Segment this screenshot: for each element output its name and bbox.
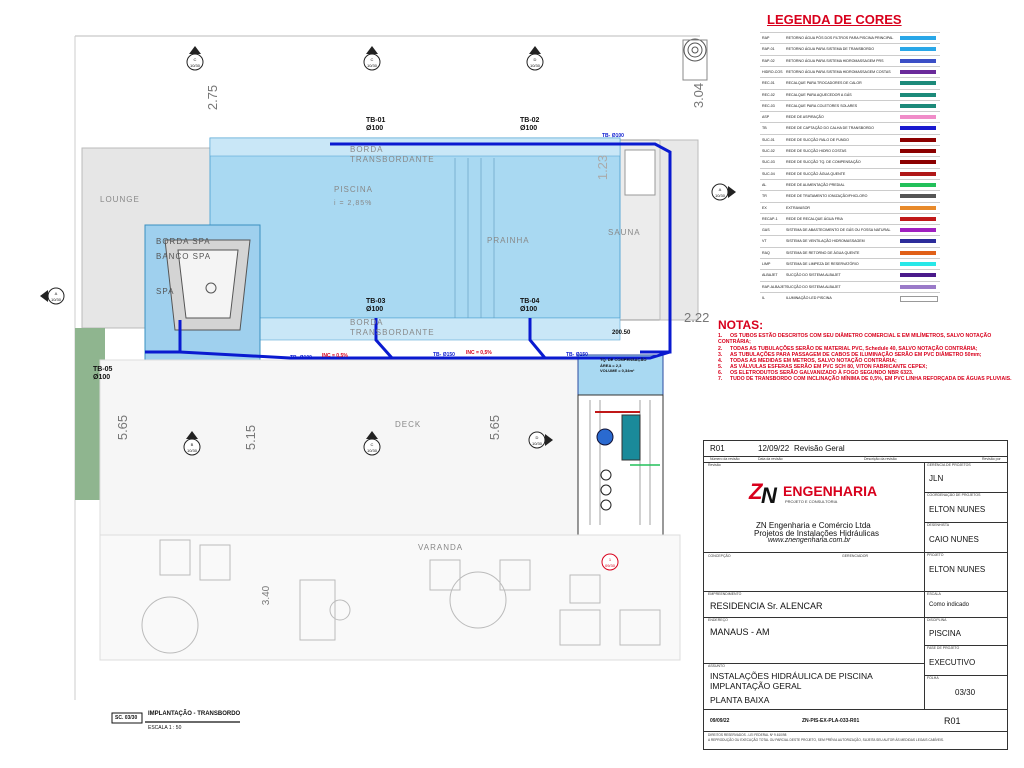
desenhista-label: DESENHISTA bbox=[927, 523, 950, 527]
logo-text: ENGENHARIA bbox=[783, 483, 878, 499]
pipe-tag-tb03-dia: Ø100 bbox=[366, 306, 384, 313]
pipe-length: 200.50 bbox=[612, 330, 631, 336]
legend-description: REDE DE ASPIRAÇÃO bbox=[786, 115, 824, 120]
fase-value: EXECUTIVO bbox=[929, 658, 976, 667]
legend-code: VT bbox=[762, 239, 767, 244]
escala-value: Como indicado bbox=[929, 602, 970, 608]
marker-sheet: 09/30 bbox=[604, 563, 615, 568]
empreendimento-value: RESIDENCIA Sr. ALENCAR bbox=[710, 601, 823, 611]
legend-code: SUC-02 bbox=[762, 149, 775, 153]
legend-code: REC-03 bbox=[762, 103, 775, 108]
marker-sheet: 10/30 bbox=[189, 63, 200, 68]
projeto-label: PROJETO bbox=[927, 553, 944, 557]
legend-row bbox=[760, 281, 940, 293]
arquivo-value: ZN-PIS-EX-PLA-033-R01 bbox=[802, 718, 860, 724]
legend-code: EX bbox=[762, 205, 767, 210]
legend-description: RECALQUE PARA AQUECEDOR A GÁS bbox=[786, 92, 852, 97]
dim-5-15: 5.15 bbox=[243, 424, 259, 451]
disciplina-label: DISCIPLINA bbox=[927, 618, 947, 622]
dim-5-65-right: 5.65 bbox=[487, 414, 503, 441]
rev-hdr-date: Data da revisão bbox=[758, 457, 783, 461]
legend-row bbox=[760, 247, 940, 259]
pipe-tag-tb02-dia: Ø100 bbox=[520, 125, 538, 132]
disciplina-value: PISCINA bbox=[929, 629, 962, 638]
dim-5-65-left: 5.65 bbox=[115, 414, 131, 441]
legend-row bbox=[760, 224, 940, 236]
legend-row bbox=[760, 134, 940, 146]
pipe-label-tb3: TB- Ø150 bbox=[566, 352, 588, 358]
legend-code: TB bbox=[762, 126, 767, 131]
legend-row bbox=[760, 213, 940, 225]
legend-color-swatch bbox=[900, 47, 936, 51]
legend-row bbox=[760, 66, 940, 78]
folha-value: 03/30 bbox=[955, 688, 976, 697]
legend-code: HIDRO-COS bbox=[762, 69, 783, 74]
legend-description: SISTEMA DE ABASTECIMENTO DE GÁS OU FOSSA NATURAL bbox=[786, 228, 891, 233]
gerente-value: JLN bbox=[929, 474, 944, 483]
dim-1-23: 1.23 bbox=[595, 154, 611, 181]
room-transbordante-bottom: TRANSBORDANTE bbox=[350, 328, 435, 337]
marker-letter: 1 bbox=[608, 557, 612, 562]
rev-code: R01 bbox=[710, 444, 725, 453]
pipe-tag-tb01-dia: Ø100 bbox=[366, 125, 384, 132]
legend-description: RETORNO ÁGUA PARA SISTEMA DE TRANSBORDO bbox=[786, 47, 875, 52]
legend-color-swatch bbox=[900, 251, 936, 255]
marker-sheet: 10/30 bbox=[366, 63, 377, 68]
company-subtitle: Projetos de Instalações Hidráulicas bbox=[754, 529, 879, 538]
note-text: TUDO DE TRANSBORDO COM INCLINAÇÃO MÍNIMA DE 0,5%, EM PVC LINHA REFORÇADA DE ÁGUAS PLUVIAIS. bbox=[730, 376, 1012, 382]
legend-description: SUCÇÃO DO SISTEMA ALBAJET bbox=[786, 284, 841, 289]
note-number: 2. bbox=[718, 346, 723, 352]
pipe-label-tb2: TB- Ø150 bbox=[433, 352, 455, 358]
drawing-scale: ESCALA 1 : 50 bbox=[148, 725, 182, 731]
legend-description: SUCÇÃO DO SISTEMA ALBAJET bbox=[786, 273, 841, 278]
pipe-tag-tb04: TB-04 bbox=[520, 298, 540, 305]
note-number: 4. bbox=[718, 358, 723, 364]
dim-3-04: 3.04 bbox=[691, 82, 707, 109]
revisao-label: Revisão bbox=[708, 463, 721, 467]
legend-description: SISTEMA DE RETORNO DE ÁGUA QUENTE bbox=[786, 250, 860, 255]
pipe-tag-tb05-dia: Ø100 bbox=[93, 374, 111, 381]
assunto-line3: PLANTA BAIXA bbox=[710, 695, 770, 705]
legend-code: LIMP bbox=[762, 262, 771, 266]
room-transbordante-top: TRANSBORDANTE bbox=[350, 155, 435, 164]
legend-color-swatch bbox=[900, 36, 936, 40]
room-prainha: PRAINHA bbox=[487, 236, 530, 245]
marker-letter: B bbox=[190, 442, 194, 447]
legend-code: AL bbox=[762, 182, 767, 187]
legend-color-swatch bbox=[900, 262, 936, 266]
fase-label: FASE DE PROJETO bbox=[927, 646, 960, 650]
marker-sheet: 10/30 bbox=[186, 448, 197, 453]
legend-row bbox=[760, 122, 940, 134]
legend-row bbox=[760, 145, 940, 157]
legend-color-swatch bbox=[900, 183, 936, 187]
legend-row bbox=[760, 32, 940, 44]
desenhista-value: CAIO NUNES bbox=[929, 535, 979, 544]
marker-letter: C bbox=[370, 57, 374, 62]
pipe-tag-tb02: TB-02 bbox=[520, 117, 540, 124]
legend-description: RECALQUE PARA COLETORES SOLARES bbox=[786, 103, 858, 108]
note-text: AS TUBULAÇÕES PARA PASSAGEM DE CABOS DE ILUMINAÇÃO SERÃO EM PVC DIÂMETRO 50mm; bbox=[730, 352, 982, 358]
legend-color-swatch bbox=[900, 81, 936, 85]
legend-description: REDE DE ALIMENTAÇÃO PREDIAL bbox=[786, 182, 845, 187]
legend-code: RAP-02 bbox=[762, 58, 775, 63]
room-spa: SPA bbox=[156, 287, 175, 296]
legend-color-swatch bbox=[900, 194, 936, 198]
rev-hdr-by: Revisão por bbox=[982, 457, 1001, 461]
legend-code: SUC-04 bbox=[762, 171, 775, 176]
legend-row bbox=[760, 111, 940, 123]
legend-row bbox=[760, 168, 940, 180]
legend-row bbox=[760, 156, 940, 168]
note-number: 3. bbox=[718, 352, 723, 358]
legend-description: RETORNO ÁGUA PÓS DOS FILTROS PARA PISCINA PRINCIPAL bbox=[786, 36, 894, 40]
notes-title: NOTAS: bbox=[718, 318, 764, 332]
legend-description: REDE DE SUCÇÃO ÁGUA QUENTE bbox=[786, 171, 846, 176]
legend-description: REDE DE RECALQUE ÁGUA FRIA bbox=[786, 216, 843, 221]
room-banco-spa: BANCO SPA bbox=[156, 252, 212, 261]
legend-color-swatch bbox=[900, 285, 936, 289]
legend-color-swatch bbox=[900, 172, 936, 176]
company-logo: Z N ENGENHARIA PROJETO E CONSULTORIA bbox=[749, 479, 878, 508]
note-number: 1. bbox=[718, 333, 723, 339]
pipe-tag-tb03: TB-03 bbox=[366, 298, 386, 305]
legend-description: SISTEMA DE LIMPEZA DE RESERVATÓRIO bbox=[786, 262, 859, 266]
note-text: TODAS AS MEDIDAS EM METROS, SALVO NOTAÇÃO CONTRÁRIA; bbox=[730, 358, 897, 364]
marker-letter: C bbox=[193, 57, 197, 62]
dim-3-40: 3.40 bbox=[261, 585, 273, 606]
legend-color-swatch bbox=[900, 138, 936, 142]
note-number: 7. bbox=[718, 376, 723, 382]
coord-label: COORDENAÇÃO DE PROJETOS bbox=[927, 493, 981, 497]
legend-description: EXTRAVASOR bbox=[786, 205, 811, 210]
assunto-label: ASSUNTO bbox=[708, 664, 725, 668]
note-number: 5. bbox=[718, 364, 723, 370]
legend-code: RAQ bbox=[762, 250, 770, 255]
marker-letter: D bbox=[533, 57, 537, 62]
legend-code: REC-02 bbox=[762, 92, 775, 97]
note-item bbox=[718, 333, 1018, 345]
tank-title: TQ. DE COMPENSAÇÃO bbox=[600, 357, 647, 362]
dim-2-22: 2.22 bbox=[684, 310, 710, 325]
note-text: OS ELETRODUTOS SERÃO GALVANIZADO À FOGO SEGUNDO NBR 6323. bbox=[730, 370, 914, 376]
company-website: www.znengenharia.com.br bbox=[768, 537, 851, 544]
legend-description: RECALQUE PARA TROCADORES DE CALOR bbox=[786, 81, 862, 86]
room-borda-top: BORDA bbox=[350, 145, 384, 154]
gerenciador-label: GERENCIADOR bbox=[842, 554, 869, 558]
pipe-label-tb1: TB- Ø100 bbox=[290, 355, 312, 361]
legend-description: ILUMINAÇÃO LED PISCINA bbox=[786, 295, 832, 300]
marker-sheet: 10/30 bbox=[50, 297, 61, 302]
room-borda-bottom: BORDA bbox=[350, 318, 384, 327]
legend-code: TR bbox=[762, 194, 767, 199]
legend-color-swatch bbox=[900, 273, 936, 277]
legend-description: REDE DE CAPTAÇÃO DO CALHA DE TRANSBORDO bbox=[786, 126, 874, 131]
legend-row bbox=[760, 269, 940, 281]
pipe-tag-tb01: TB-01 bbox=[366, 117, 386, 124]
legend-row bbox=[760, 89, 940, 101]
marker-sheet: 10/30 bbox=[531, 441, 542, 446]
drawing-title: IMPLANTAÇÃO - TRANSBORDO bbox=[148, 711, 241, 717]
endereco-value: MANAUS - AM bbox=[710, 627, 770, 637]
marker-letter: C bbox=[370, 442, 374, 447]
legend-color-swatch bbox=[900, 149, 936, 153]
marker-sheet: 10/30 bbox=[714, 193, 725, 198]
legend-code: REC-01 bbox=[762, 81, 775, 86]
legend-color-swatch bbox=[900, 160, 936, 164]
rev-description: Revisão Geral bbox=[794, 444, 845, 453]
legend-code: RAP-01 bbox=[762, 47, 775, 52]
legend-row bbox=[760, 179, 940, 191]
legend-row bbox=[760, 77, 940, 89]
legend-code: SUC-03 bbox=[762, 160, 775, 165]
legend-description: REDE DE TRATAMENTO IONIZAÇÃO/FHICLORO bbox=[786, 194, 868, 199]
pipe-tag-tb04-dia: Ø100 bbox=[520, 306, 538, 313]
note-text: TODAS AS TUBULAÇÕES SERÃO DE MATERIAL PVC, Schedule 40, SALVO NOTAÇÃO CONTRÁRIA; bbox=[730, 346, 978, 352]
legend-description: REDE DE SUCÇÃO HIDRO COSTAS bbox=[786, 149, 847, 153]
assunto-line1: INSTALAÇÕES HIDRÁULICA DE PISCINA bbox=[710, 671, 873, 681]
note-text: AS VÁLVULAS ESFERAS SERÃO EM PVC SCH 80, VITON FABRICANTE CEPEX; bbox=[730, 364, 928, 370]
legend-title: LEGENDA DE CORES bbox=[767, 12, 902, 27]
legend-row bbox=[760, 292, 940, 304]
room-varanda: VARANDA bbox=[418, 543, 464, 552]
rev-hdr-desc: Descrição da revisão bbox=[864, 457, 897, 461]
pool bbox=[210, 138, 620, 318]
marker-letter: A bbox=[718, 187, 722, 192]
room-borda-spa: BORDA SPA bbox=[156, 237, 211, 246]
legend-color-swatch bbox=[900, 228, 936, 232]
legend-color-swatch bbox=[900, 206, 936, 210]
pipe-label-tb-top: TB- Ø100 bbox=[602, 133, 624, 139]
tank-area: ÁREA = 2,3 bbox=[600, 363, 622, 368]
revisao-value: R01 bbox=[944, 716, 961, 726]
assunto-line2: IMPLANTAÇÃO GERAL bbox=[710, 681, 802, 691]
marker-letter: A bbox=[54, 291, 58, 296]
legend-description: RETORNO ÁGUA PARA SISTEMA HIDROMASSAGEM PRS bbox=[786, 58, 884, 63]
legend-color-swatch bbox=[900, 126, 936, 130]
concepcao-label: CONCEPÇÃO bbox=[708, 554, 731, 558]
company-name: ZN Engenharia e Comércio Ltda bbox=[756, 521, 871, 530]
legend-code: IL bbox=[762, 295, 765, 300]
legend-row bbox=[760, 55, 940, 67]
legend-code: GAS bbox=[762, 228, 770, 233]
room-piscina: PISCINA bbox=[334, 185, 374, 194]
endereco-label: ENDEREÇO bbox=[708, 618, 728, 622]
title-block bbox=[703, 440, 1008, 750]
legend-row bbox=[760, 235, 940, 247]
folha-label: FOLHA bbox=[927, 676, 939, 680]
legend-code: RECAP-1 bbox=[762, 216, 778, 221]
pipe-label-inc1: INC = 0,5% bbox=[322, 353, 348, 359]
projeto-value: ELTON NUNES bbox=[929, 565, 986, 574]
legend-color-swatch bbox=[900, 115, 936, 119]
legend-color-swatch bbox=[900, 296, 938, 302]
gerente-label: GERÊNCIA DE PROJETOS bbox=[927, 463, 971, 467]
legend-color-swatch bbox=[900, 239, 936, 243]
rev-date: 12/09/22 bbox=[758, 444, 790, 453]
legend-color-swatch bbox=[900, 70, 936, 74]
legend-color-swatch bbox=[900, 93, 936, 97]
marker-sheet: 10/30 bbox=[529, 63, 540, 68]
note-text: OS TUBOS ESTÃO DESCRITOS COM SEU DIÂMETRO COMERCIAL E EM MILÍMETROS, SALVO NOTAÇÃO CONTRÁRIA; bbox=[718, 333, 992, 345]
legend-color-swatch bbox=[900, 59, 936, 63]
legend-description: RETORNO ÁGUA PARA SISTEMA HIDROMASSAGEM COSTAS bbox=[786, 69, 891, 74]
legend-row bbox=[760, 100, 940, 112]
data-value: 09/09/22 bbox=[710, 718, 730, 724]
footer-rights: DIREITOS RESERVADOS - LEI FEDERAL Nº 9.610/98 bbox=[708, 733, 787, 737]
pool-slope: i = 2,85% bbox=[334, 200, 373, 207]
legend-color-swatch bbox=[900, 217, 936, 221]
note-number: 6. bbox=[718, 370, 723, 376]
coord-value: ELTON NUNES bbox=[929, 505, 986, 514]
legend-row bbox=[760, 43, 940, 55]
rev-hdr-num: Número da revisão bbox=[710, 457, 740, 461]
legend-code: ALBAJET bbox=[762, 273, 778, 278]
legend-description: SISTEMA DE VENTILAÇÃO HIDROMASSAGEM bbox=[786, 239, 865, 244]
marker-letter: D bbox=[535, 435, 539, 440]
logo-subtitle: PROJETO E CONSULTORIA bbox=[785, 499, 838, 504]
legend-code: ASP bbox=[762, 115, 770, 120]
room-lounge: LOUNGE bbox=[100, 195, 140, 204]
room-sauna: SAUNA bbox=[608, 228, 641, 237]
note-item bbox=[718, 376, 1018, 382]
footer-notice: A REPRODUÇÃO OU EXECUÇÃO TOTAL OU PARCIAL DESTE PROJETO, SEM PRÉVIA AUTORIZAÇÃO, SUJEITA SEU AUTOR ÀS MEDIDAS LEGAIS CABÍVEIS. bbox=[708, 738, 944, 742]
legend-description: REDE DE SUCÇÃO RALO DE FUNDO bbox=[786, 137, 849, 142]
legend-description: REDE DE SUCÇÃO TQ. DE COMPENSAÇÃO bbox=[786, 160, 861, 165]
legend-row bbox=[760, 258, 940, 270]
pipe-label-inc2: INC = 0,5% bbox=[466, 350, 492, 356]
legend-row bbox=[760, 202, 940, 214]
empreendimento-label: EMPREENDIMENTO bbox=[708, 592, 742, 596]
pipe-tag-tb05: TB-05 bbox=[93, 366, 113, 373]
legend-code: RAP bbox=[762, 36, 770, 40]
escala-label: ESCALA bbox=[927, 592, 941, 596]
marker-sheet: 10/30 bbox=[366, 448, 377, 453]
legend-row bbox=[760, 190, 940, 202]
dim-2-75: 2.75 bbox=[205, 84, 221, 111]
tank-volume: VOLUME = 0,34m³ bbox=[600, 368, 635, 373]
legend-code: SUC-01 bbox=[762, 137, 775, 142]
legend-code: RAP-ALBAJET bbox=[762, 284, 787, 289]
legend-color-swatch bbox=[900, 104, 936, 108]
room-deck: DECK bbox=[395, 420, 422, 429]
drawing-number: SC. 03/30 bbox=[115, 715, 138, 721]
